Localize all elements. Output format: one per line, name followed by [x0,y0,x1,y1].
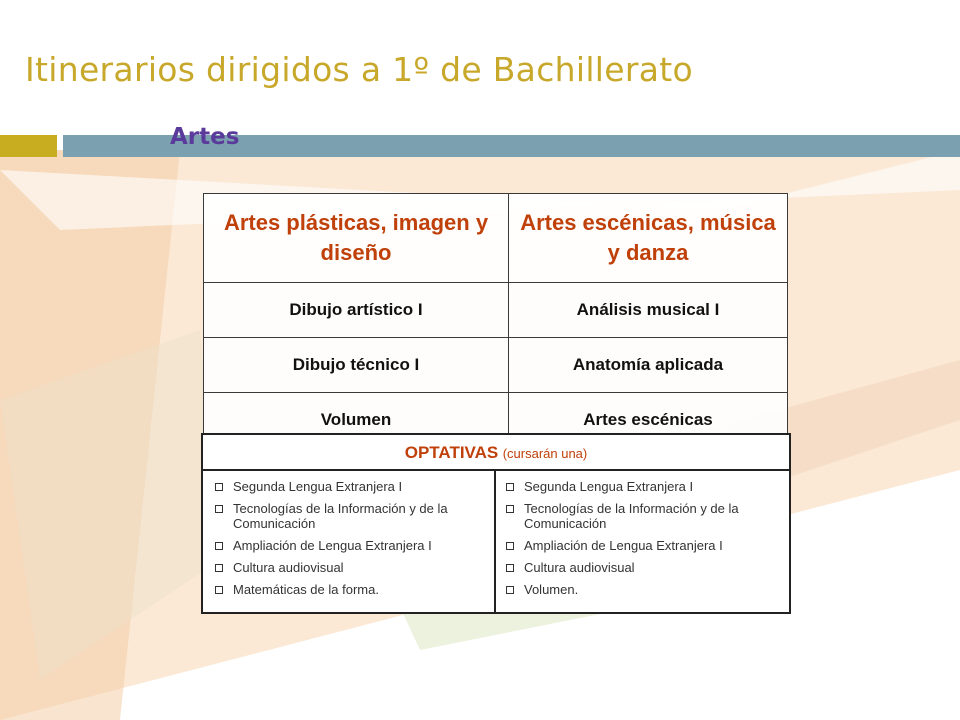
list-item [506,501,779,531]
table-cell: Volumen [204,393,509,448]
list-item-label: Segunda Lengua Extranjera I [524,479,694,494]
list-item [215,582,484,597]
slide-title: Itinerarios dirigidos a 1º de Bachillerato [25,50,693,89]
checkbox-bullet-icon [215,542,223,550]
list-item [506,538,779,553]
table-cell: Anatomía aplicada [509,338,788,393]
table-header-row [204,194,788,283]
checkbox-bullet-icon [506,564,514,572]
table-cell: Artes escénicas [509,393,788,448]
optativas-note: (cursarán una) [502,446,588,461]
list-item-label: Tecnologías de la Información y de la Comunicación [233,501,448,531]
table-cell: Dibujo técnico I [204,338,509,393]
list-item-label: Segunda Lengua Extranjera I [233,479,403,494]
column-header-escenicas: Artes escénicas, música y danza [509,194,788,283]
list-item-label: Volumen. [524,582,579,597]
checkbox-bullet-icon [506,542,514,550]
list-item-label: Cultura audiovisual [524,560,635,575]
optativas-box [201,433,791,614]
list-item [215,560,484,575]
checkbox-bullet-icon [506,586,514,594]
list-item-label: Ampliación de Lengua Extranjera I [233,538,432,553]
list-item [215,479,484,494]
list-item-label: Tecnologías de la Información y de la Comunicación [524,501,739,531]
table-cell: Análisis musical I [509,283,788,338]
optativas-right-column [496,471,789,612]
list-item-label: Cultura audiovisual [233,560,344,575]
table-cell: Dibujo artístico I [204,283,509,338]
optativas-left-column [203,471,496,612]
checkbox-bullet-icon [215,483,223,491]
list-item-label: Ampliación de Lengua Extranjera I [524,538,723,553]
accent-bar-left [0,135,57,157]
list-item [506,479,779,494]
column-header-plasticas: Artes plásticas, imagen y diseño [204,194,509,283]
checkbox-bullet-icon [215,586,223,594]
list-item [506,560,779,575]
table-row [204,338,788,393]
optativas-right-list [506,479,779,597]
optativas-heading: OPTATIVAS [404,443,499,462]
itinerary-table [203,193,788,448]
list-item-label: Matemáticas de la forma. [233,582,379,597]
list-item [215,501,484,531]
table-row [204,283,788,338]
checkbox-bullet-icon [506,483,514,491]
optativas-columns [203,471,789,612]
list-item [506,582,779,597]
list-item [215,538,484,553]
optativas-header [203,435,789,471]
checkbox-bullet-icon [215,564,223,572]
section-subtitle: Artes [170,124,240,150]
checkbox-bullet-icon [506,505,514,513]
optativas-left-list [215,479,484,597]
checkbox-bullet-icon [215,505,223,513]
